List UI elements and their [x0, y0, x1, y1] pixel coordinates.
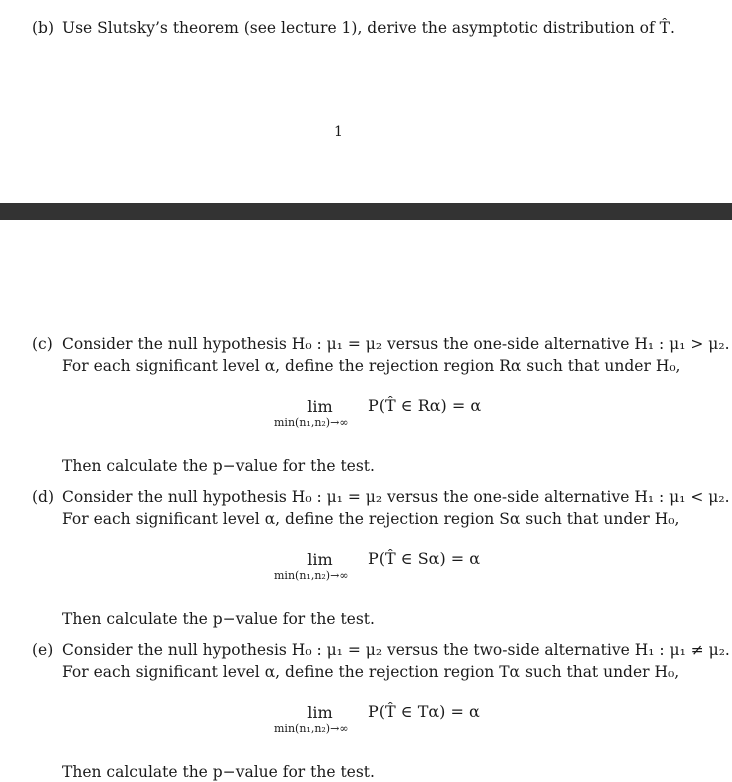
- part-d-after: Then calculate the p−value for the test.: [62, 610, 375, 628]
- part-b-text: Use Slutsky’s theorem (see lecture 1), derive the asymptotic distribution of T̂.: [62, 19, 675, 37]
- part-d-line1: [32, 487, 730, 507]
- part-d-eq-lim: lim: [307, 550, 333, 569]
- part-c-line2: For each significant level α, define the rejection region Rα such that under H₀,: [62, 357, 681, 375]
- part-e-text1: Consider the null hypothesis H₀ : μ₁ = μ₂ versus the two-side alternative H₁ : μ₁ ≠ μ₂.: [62, 641, 730, 659]
- part-b-label: (b): [32, 19, 55, 37]
- part-d-label: (d): [32, 488, 55, 506]
- part-e-label: (e): [32, 641, 54, 659]
- part-e-line1: [32, 640, 730, 660]
- part-e-line2: For each significant level α, define the rejection region Tα such that under H₀,: [62, 663, 680, 681]
- page-number: 1: [334, 124, 343, 140]
- part-d-line2: For each significant level α, define the rejection region Sα such that under H₀,: [62, 510, 680, 528]
- part-c-label: (c): [32, 335, 53, 353]
- part-e-after: Then calculate the p−value for the test.: [62, 763, 375, 781]
- part-e-eq-body: P(T̂ ∈ Tα) = α: [368, 702, 480, 721]
- part-c-text1: Consider the null hypothesis H₀ : μ₁ = μ₂ versus the one-side alternative H₁ : μ₁ > μ₂.: [62, 335, 730, 353]
- part-c-eq-body: P(T̂ ∈ Rα) = α: [368, 396, 482, 415]
- part-e-eq-lim: lim: [307, 703, 333, 722]
- part-d-eq-body: P(T̂ ∈ Sα) = α: [368, 549, 481, 568]
- part-c-eq-sub: min(n₁,n₂)→∞: [274, 416, 349, 429]
- part-d-text1: Consider the null hypothesis H₀ : μ₁ = μ₂ versus the one-side alternative H₁ : μ₁ < μ₂.: [62, 488, 730, 506]
- part-e-eq-sub: min(n₁,n₂)→∞: [274, 722, 349, 735]
- part-c-eq-lim: lim: [307, 397, 333, 416]
- part-d-eq-sub: min(n₁,n₂)→∞: [274, 569, 349, 582]
- part-b-question: [32, 18, 675, 38]
- part-c-line1: [32, 334, 730, 354]
- part-c-after: Then calculate the p−value for the test.: [62, 457, 375, 475]
- page-break-divider: [0, 203, 732, 220]
